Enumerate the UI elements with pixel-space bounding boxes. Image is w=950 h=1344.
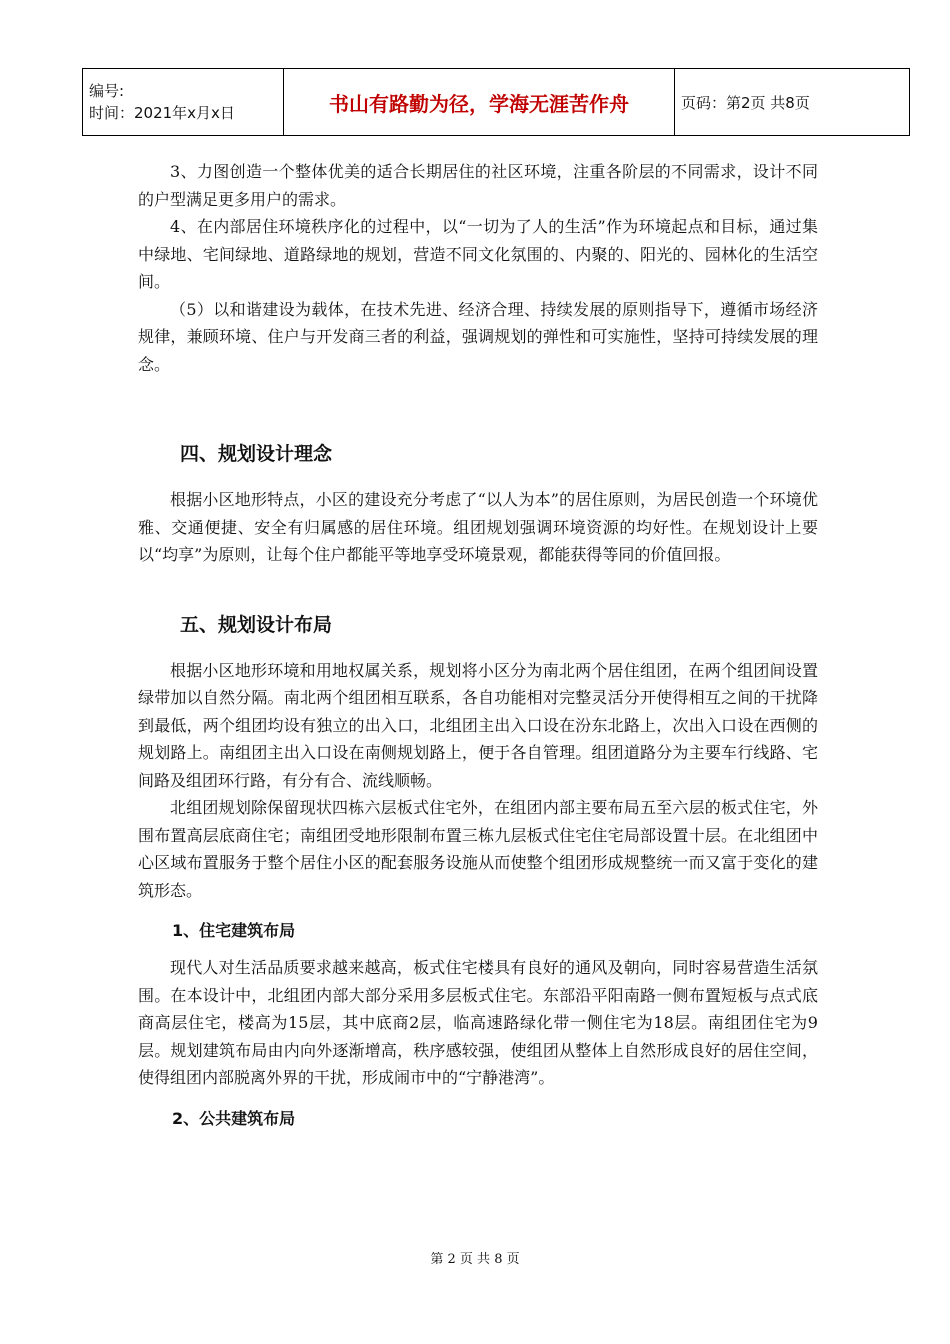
paragraph-point-3: 3、力图创造一个整体优美的适合长期居住的社区环境，注重各阶层的不同需求，设计不同的户型满足更多用户的需求。: [138, 162, 818, 209]
header-motto-cell: [284, 69, 675, 136]
paragraph-design-concept: 根据小区地形特点，小区的建设充分考虑了“以人为本”的居住原则，为居民创造一个环境优雅、交通便捷、安全有归属感的居住环境。组团规划强调环境资源的均好性。在规划设计上要以“均享”为原则，让每个住户都能平等地享受环境景观，都能获得等同的价值回报。: [138, 490, 818, 564]
section-4-title: 四、规划设计理念: [180, 443, 333, 465]
doc-number-label: 编号:: [89, 82, 125, 100]
time-label: 时间：2021年x月x日: [89, 104, 235, 122]
section-5-title: 五、规划设计布局: [180, 613, 333, 636]
page-code-label: 页码：第2页 共8页: [681, 93, 810, 112]
header-page-cell: [675, 69, 910, 136]
document-header: [82, 68, 910, 136]
document-body: [138, 158, 818, 1132]
motto-text: 书山有路勤为径，学海无涯苦作舟: [329, 91, 629, 116]
paragraph-residential-layout: 现代人对生活品质要求越来越高，板式住宅楼具有良好的通风及朝向，同时容易营造生活氛围。在本设计中，北组团内部大部分采用多层板式住宅。东部沿平阳南路一侧布置短板与点式底商高层住宅，楼高为15层，其中底商2层，临高速路绿化带一侧住宅为18层。南组团住宅为9层。规划建筑布局由内向外逐渐增高，秩序感较强，使组团从整体上自然形成良好的居住空间，使得组团内部脱离外界的干扰，形成闹市中的“宁静港湾”。: [138, 958, 818, 1087]
subsection-2-title: 2、公共建筑布局: [172, 1108, 296, 1128]
paragraph-point-5: （5）以和谐建设为载体，在技术先进、经济合理、持续发展的原则指导下，遵循市场经济规律，兼顾环境、住户与开发商三者的利益，强调规划的弹性和可实施性，坚持可持续发展的理念。: [138, 299, 818, 374]
paragraph-point-4: 4、在内部居住环境秩序化的过程中，以“一切为了人的生活”作为环境起点和目标，通过集中绿地、宅间绿地、道路绿地的规划，营造不同文化氛围的、内聚的、阳光的、园林化的生活空间。: [138, 217, 818, 291]
page-footer: 第 2 页 共 8 页: [430, 1252, 520, 1267]
header-meta-cell: [83, 69, 284, 136]
subsection-1-title: 1、住宅建筑布局: [172, 921, 296, 940]
paragraph-layout-overview: 根据小区地形环境和用地权属关系，规划将小区分为南北两个居住组团，在两个组团间设置绿带加以自然分隔。南北两个组团相互联系，各自功能相对完整灵活分开使得相互之间的干扰降到最低，两个组团均设有独立的出入口，北组团主出入口设在汾东北路上，次出入口设在西侧的规划路上。南组团主出入口设在南侧规划路上，便于各自管理。组团道路分为主要车行线路、宅间路及组团环行路，有分有合、流线顺畅。: [138, 660, 818, 790]
paragraph-north-group: 北组团规划除保留现状四栋六层板式住宅外，在组团内部主要布局五至六层的板式住宅，外围布置高层底商住宅；南组团受地形限制布置三栋九层板式住宅住宅局部设置十层。在北组团中心区域布置服务于整个居住小区的配套服务设施从而使整个组团形成规整统一而又富于变化的建筑形态。: [138, 798, 818, 900]
